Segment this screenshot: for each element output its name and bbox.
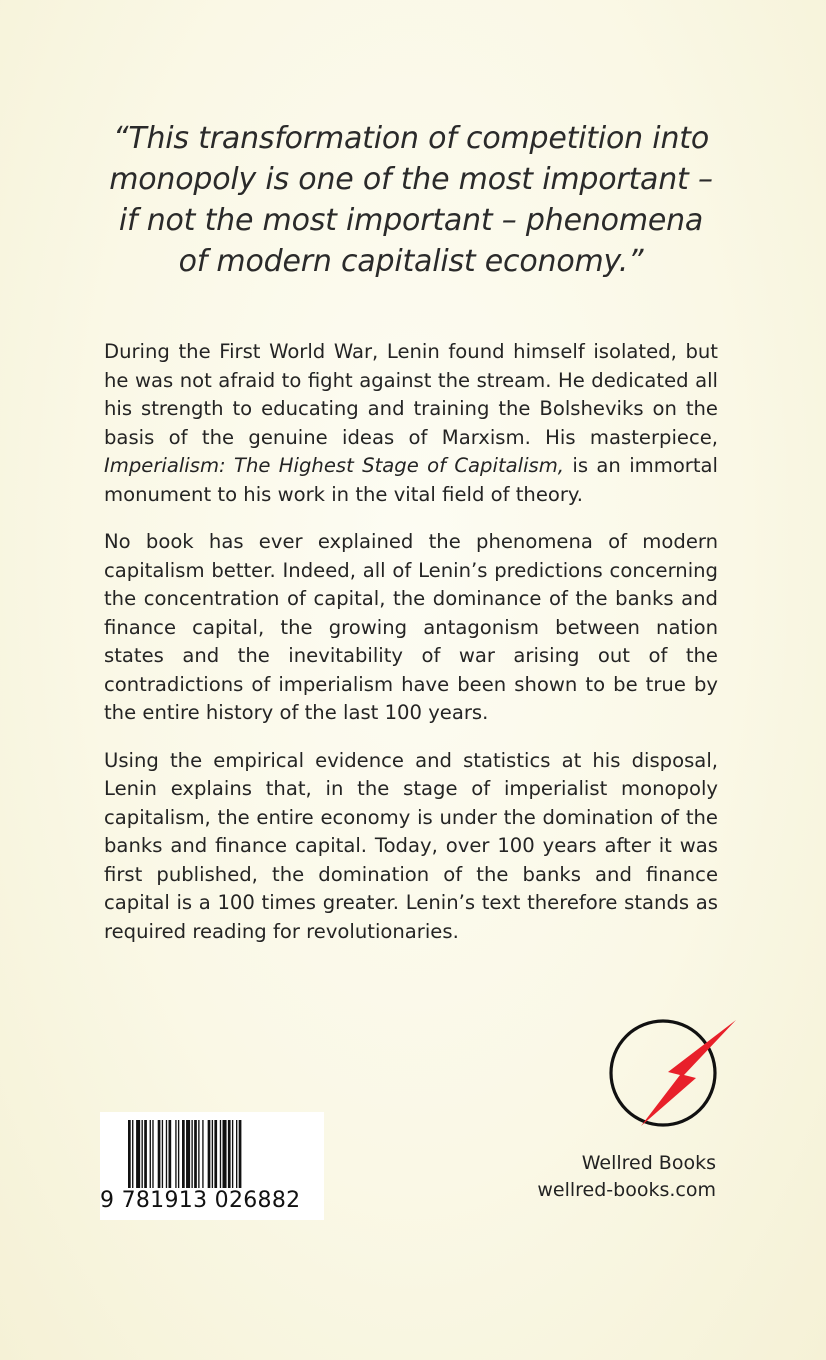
barcode-bar <box>169 1120 172 1188</box>
isbn-barcode <box>100 1112 324 1220</box>
barcode-bar <box>150 1120 151 1188</box>
barcode-bar <box>152 1120 153 1188</box>
blurb-paragraph-1-end: is an immortal monument to his work in the vital field of theory. <box>104 454 718 506</box>
barcode-bar <box>208 1120 211 1188</box>
barcode-bar <box>228 1120 231 1188</box>
barcode-bar <box>158 1120 161 1188</box>
barcode-bar <box>144 1120 147 1188</box>
barcode-bar <box>198 1120 199 1188</box>
barcode-bar <box>175 1120 176 1188</box>
barcode-bar <box>194 1120 197 1188</box>
barcode-bar <box>223 1120 227 1188</box>
barcode-bar <box>128 1120 131 1188</box>
blurb-paragraph-1-start: During the First World War, Lenin found himself isolated, but he was not afraid to fight against the stream. He dedicated all his strength to educating and training the Bolsheviks on the basis of the genuine ideas of Marxism. His masterpiece, <box>104 340 718 449</box>
barcode-bar <box>239 1120 242 1188</box>
blurb-paragraph-3: Using the empirical evidence and statistics at his disposal, Lenin explains that, in the stage of imperialist monopoly capitalism, the entire economy is under the domination of the banks and finance capital. Today, over 100 years after it was first published, the domination of the banks and finance capital is a 100 times greater. Lenin’s text therefore stands as required reading for revolutionaries. <box>104 748 718 943</box>
barcode-bar <box>166 1120 167 1188</box>
publisher-name: Wellred Books <box>581 1152 716 1174</box>
barcode-bar <box>236 1120 237 1188</box>
barcode-bar <box>132 1120 133 1188</box>
barcode-bar <box>136 1120 140 1188</box>
blurb-paragraph-1 <box>104 338 718 509</box>
barcode-bar <box>212 1120 213 1188</box>
isbn-number: 9 781913 026882 <box>100 1188 301 1213</box>
barcode-bar <box>186 1120 190 1188</box>
barcode-bar <box>182 1120 185 1188</box>
barcode-bar <box>191 1120 192 1188</box>
blurb <box>104 338 718 965</box>
barcode-bar <box>220 1120 221 1188</box>
barcode-bar <box>232 1120 233 1188</box>
blurb-paragraph-2: No book has ever explained the phenomena of modern capitalism better. Indeed, all of Lenin’s predictions concerning the concentration of capital, the dominance of the banks and finance capital, the growing antagonism between nation states and the inevitability of war arising out of the contradictions of imperialism have been shown to be true by the entire history of the last 100 years. <box>104 530 718 724</box>
publisher-url[interactable]: wellred-books.com <box>537 1179 716 1201</box>
wellred-logo-icon <box>608 1018 740 1130</box>
back-cover-quote: “This transformation of competition into monopoly is one of the most important – if not the most important – phenomena of modern capitalist economy.” <box>109 121 713 279</box>
book-title-italic: Imperialism: The Highest Stage of Capitalism, <box>104 454 565 477</box>
barcode-bar <box>142 1120 143 1188</box>
barcode-bar <box>162 1120 163 1188</box>
barcode-bar <box>178 1120 179 1188</box>
barcode-bar <box>214 1120 217 1188</box>
barcode-bar <box>202 1120 203 1188</box>
barcode-bars <box>128 1120 316 1188</box>
